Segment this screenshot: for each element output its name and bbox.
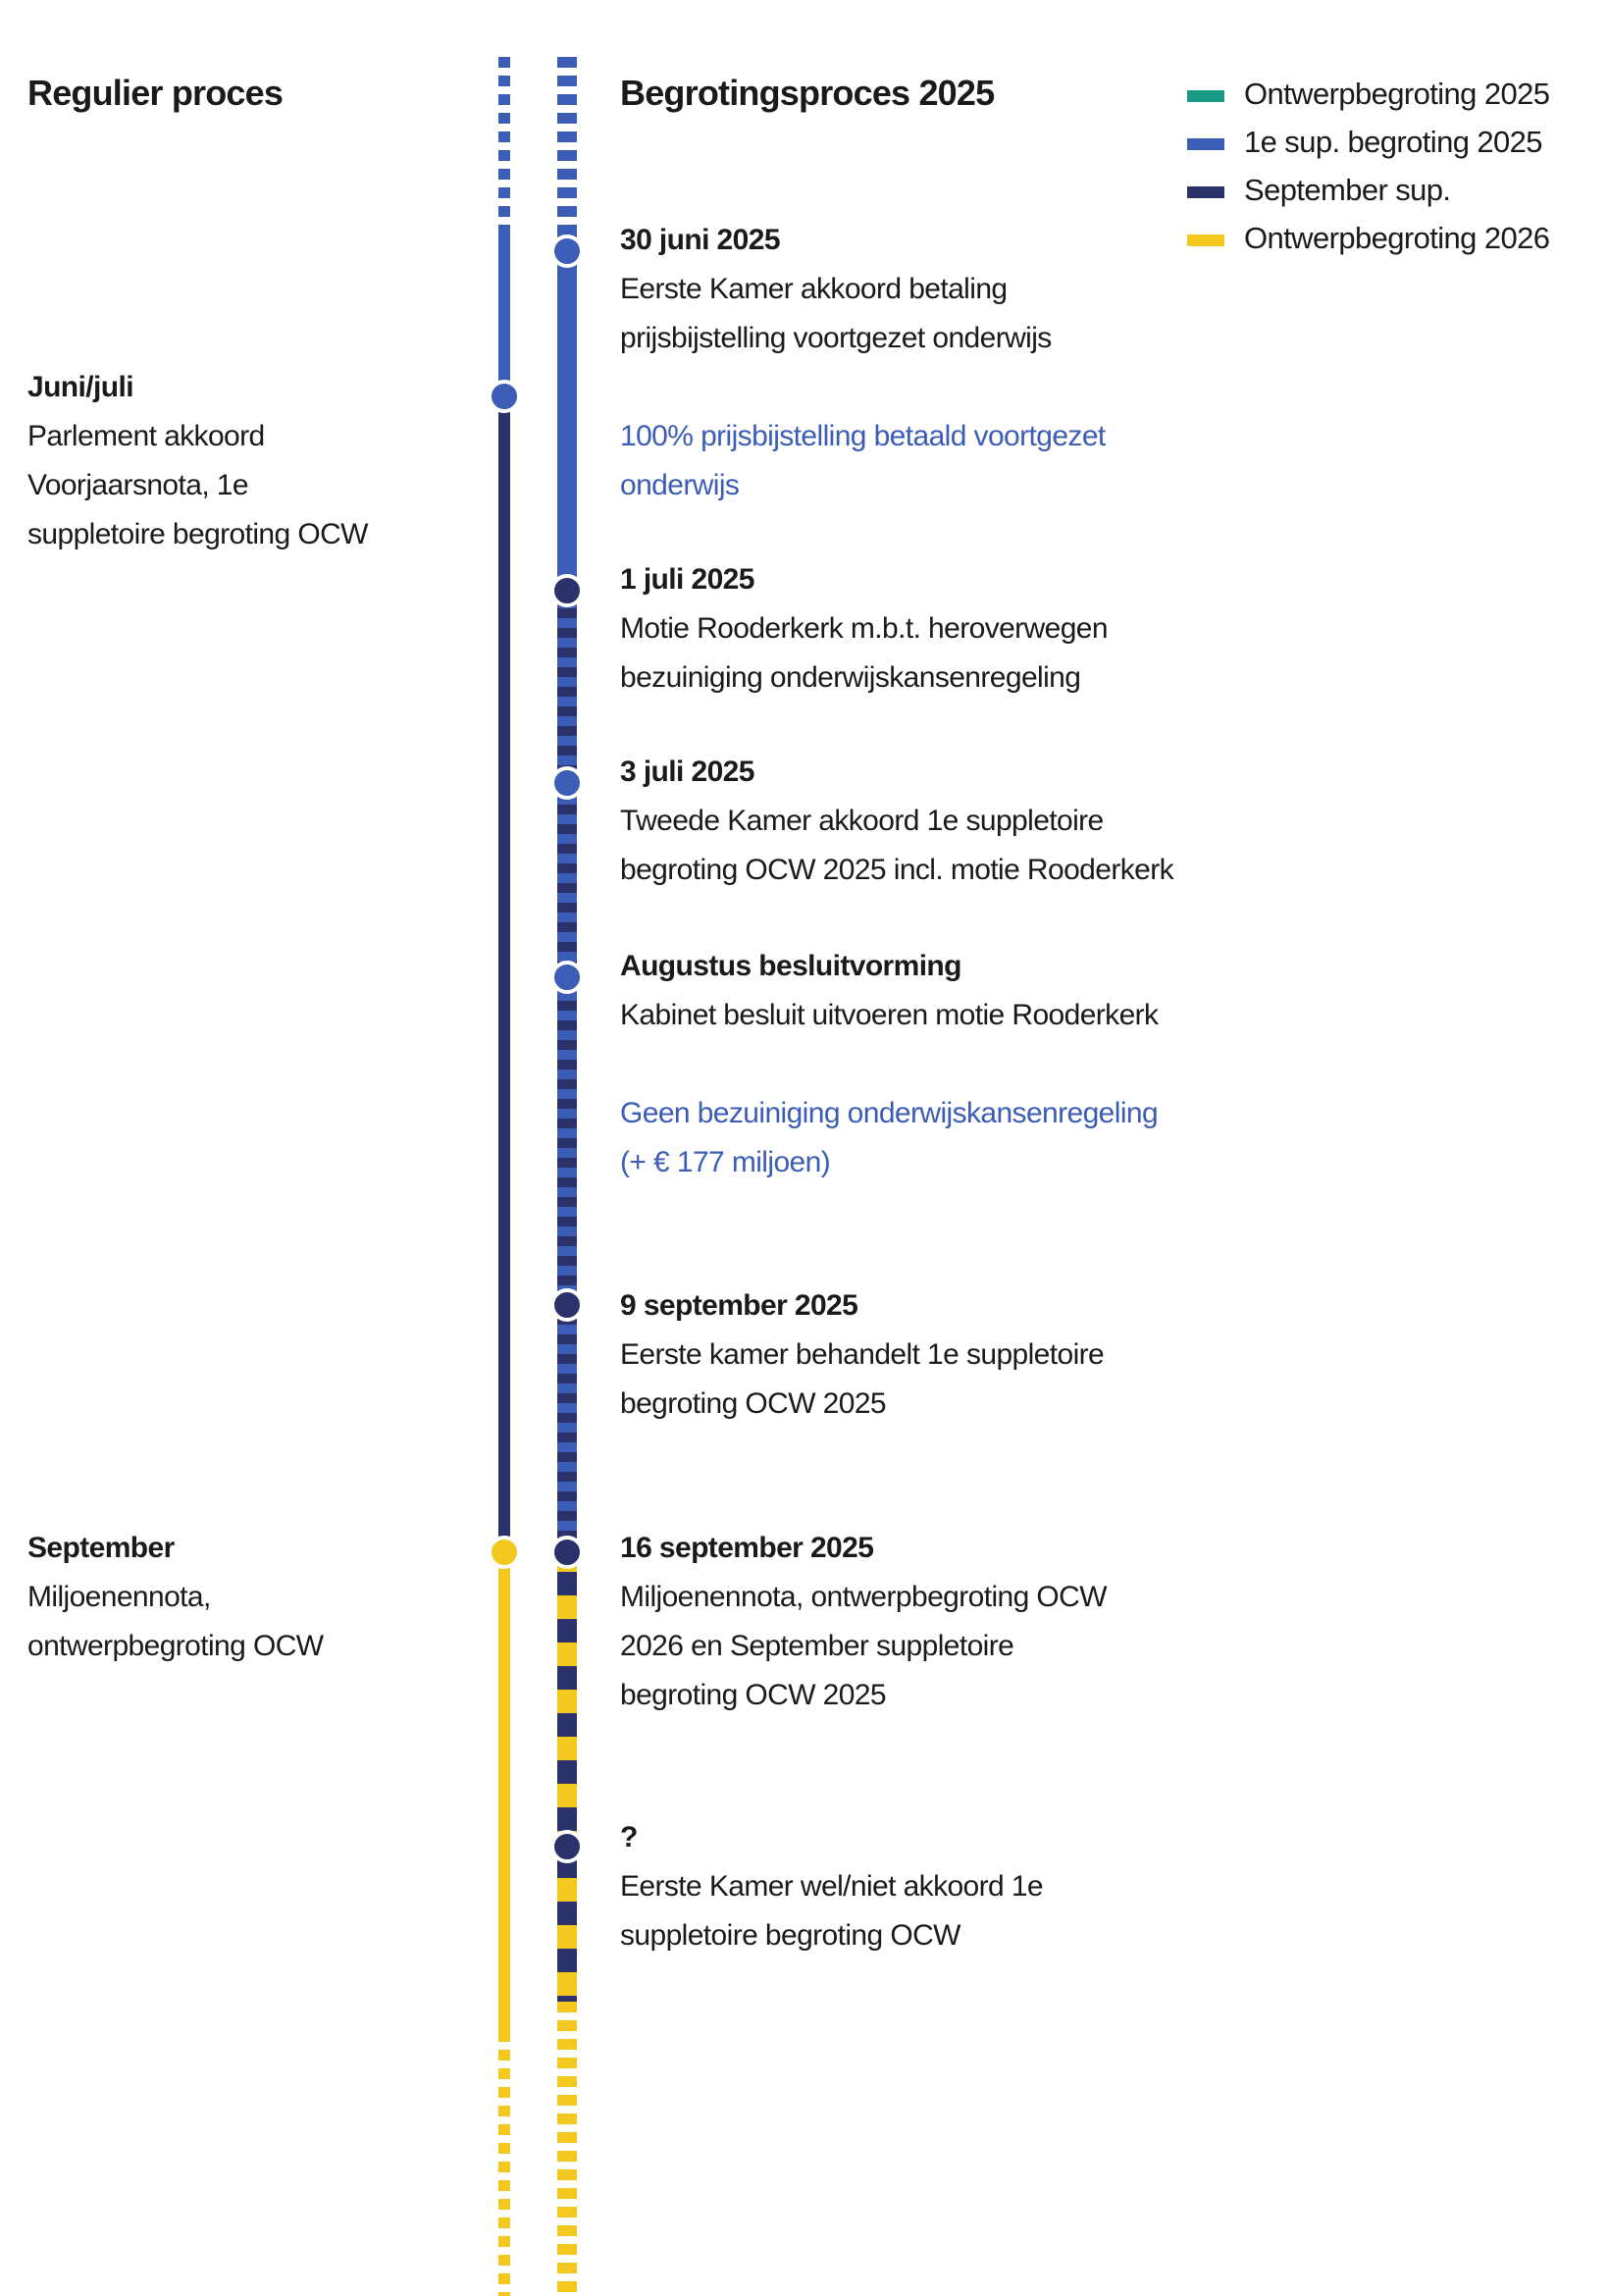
budget-line-striped-sup	[557, 1256, 577, 1266]
regular-line-dashed-bottom	[498, 2124, 510, 2135]
budget-line-striped-sup	[557, 1148, 577, 1158]
regular-line-dashed-bottom	[498, 2143, 510, 2154]
budget-line-dashed-bottom	[557, 2151, 577, 2162]
budget-line-striped-sup	[557, 1364, 577, 1374]
legend-label: 1e sup. begroting 2025	[1244, 125, 1542, 159]
event-title: Augustus besluitvorming	[620, 950, 961, 982]
event-title: 1 juli 2025	[620, 563, 754, 596]
budget-line-striped-2026	[557, 1902, 577, 1925]
budget-line-striped-sup	[557, 1207, 577, 1217]
regular-event-line: Voorjaarsnota, 1e	[27, 469, 248, 501]
budget-line-dashed-top	[557, 76, 577, 86]
regular-milestone-dot	[490, 382, 519, 411]
regular-line-dashed-top	[498, 57, 510, 68]
budget-line-striped-sup	[557, 648, 577, 657]
budget-line-striped-sup	[557, 1442, 577, 1452]
event-line: begroting OCW 2025	[620, 1387, 887, 1420]
budget-line-striped-2026	[557, 1572, 577, 1595]
budget-line-striped-sup	[557, 1511, 577, 1521]
event-line: prijsbijstelling voortgezet onderwijs	[620, 322, 1052, 354]
event-16-september-2025	[620, 1524, 1228, 1720]
budget-line-striped-sup	[557, 657, 577, 667]
budget-line-striped-sup	[557, 1001, 577, 1011]
budget-line-striped-sup	[557, 1079, 577, 1089]
budget-line-dashed-bottom	[557, 2207, 577, 2218]
budget-line-striped-sup	[557, 1276, 577, 1285]
budget-line-striped-sup	[557, 1217, 577, 1226]
budget-line-dashed-bottom	[557, 2002, 577, 2012]
budget-line-striped-sup	[557, 1266, 577, 1276]
event-title: 16 september 2025	[620, 1532, 874, 1564]
regular-event-line: Parlement akkoord	[27, 420, 265, 452]
budget-line-segment-1e-sup	[557, 228, 577, 589]
budget-line-striped-sup	[557, 1374, 577, 1383]
budget-line-striped-2026	[557, 1996, 577, 2002]
regular-event-september	[27, 1524, 440, 1671]
event-line: 2026 en September suppletoire	[620, 1630, 1014, 1662]
budget-line-striped-sup	[557, 952, 577, 962]
budget-line-striped-sup	[557, 667, 577, 677]
budget-line-striped-sup	[557, 1070, 577, 1079]
budget-line-striped-2026	[557, 1643, 577, 1666]
regular-milestone-dot	[490, 1538, 519, 1567]
legend-swatch	[1187, 186, 1224, 198]
header-regular-process: Regulier proces	[27, 73, 284, 113]
budget-line-striped-sup	[557, 697, 577, 706]
event-note: (+ € 177 miljoen)	[620, 1146, 831, 1178]
budget-line-dashed-top	[557, 187, 577, 198]
budget-line-striped-sup	[557, 873, 577, 883]
event-title: 3 juli 2025	[620, 756, 754, 788]
budget-line-dashed-bottom	[557, 2244, 577, 2255]
budget-line-dashed-top	[557, 225, 577, 228]
budget-line-striped-2026	[557, 1925, 577, 1949]
budget-line-dashed-bottom	[557, 2039, 577, 2050]
budget-line-dashed-top	[557, 113, 577, 124]
regular-line-dashed-top	[498, 187, 510, 198]
budget-line-striped-sup	[557, 942, 577, 952]
budget-line-striped-2026	[557, 1760, 577, 1784]
budget-line-striped-sup	[557, 746, 577, 756]
budget-line-striped-sup	[557, 756, 577, 765]
budget-line-striped-sup	[557, 1452, 577, 1462]
budget-line-dashed-bottom	[557, 2076, 577, 2087]
budget-line-striped-sup	[557, 1344, 577, 1354]
regular-line-dashed-bottom	[498, 2292, 510, 2296]
legend-label: Ontwerpbegroting 2026	[1244, 221, 1550, 255]
event-line: begroting OCW 2025 incl. motie Rooderkerk	[620, 854, 1174, 886]
budget-line-striped-sup	[557, 1491, 577, 1501]
regular-line-dashed-top	[498, 150, 510, 161]
budget-line-striped-sup	[557, 1325, 577, 1334]
regular-event-title: September	[27, 1532, 175, 1564]
regular-line-segment-ontwerp-2026	[498, 1548, 510, 2031]
regular-line-dashed-bottom	[498, 2068, 510, 2079]
budget-line-striped-2026	[557, 1690, 577, 1713]
budget-line-striped-sup	[557, 1433, 577, 1442]
budget-line-striped-sup	[557, 893, 577, 903]
regular-line-dashed-top	[498, 94, 510, 105]
budget-line-striped-sup	[557, 618, 577, 628]
budget-line-striped-sup	[557, 716, 577, 726]
regular-line-segment-september-sup	[498, 394, 510, 1548]
budget-line-dashed-bottom	[557, 2132, 577, 2143]
budget-line-striped-sup	[557, 1060, 577, 1070]
header-budget-process-2025: Begrotingsproces 2025	[620, 73, 995, 113]
budget-line-dashed-top	[557, 150, 577, 161]
budget-line-striped-sup	[557, 1236, 577, 1246]
budget-line-striped-sup	[557, 1521, 577, 1531]
regular-line-dashed-bottom	[498, 2162, 510, 2172]
regular-line-dashed-top	[498, 169, 510, 180]
regular-line-dashed-bottom	[498, 2087, 510, 2098]
regular-line-dashed-top	[498, 131, 510, 142]
budget-line-striped-sup	[557, 1472, 577, 1482]
budget-line-dashed-bottom	[557, 2020, 577, 2031]
regular-event-line: suppletoire begroting OCW	[27, 518, 368, 550]
budget-line-striped-sup	[557, 1354, 577, 1364]
budget-line-striped-2026	[557, 1949, 577, 1972]
budget-line-dashed-bottom	[557, 2188, 577, 2199]
legend-swatch	[1187, 90, 1224, 102]
event-line: bezuiniging onderwijskansenregeling	[620, 661, 1081, 694]
event-line: Eerste kamer behandelt 1e suppletoire	[620, 1338, 1105, 1371]
event-line: begroting OCW 2025	[620, 1679, 887, 1711]
budget-line-striped-2026	[557, 1595, 577, 1619]
budget-line-striped-2026	[557, 1972, 577, 1996]
budget-line-striped-sup	[557, 1138, 577, 1148]
milestone-dot	[552, 768, 582, 798]
budget-line-striped-2026	[557, 1784, 577, 1807]
budget-line-striped-sup	[557, 638, 577, 648]
budget-line-striped-sup	[557, 1168, 577, 1177]
budget-line-striped-sup	[557, 1197, 577, 1207]
budget-line-striped-sup	[557, 1413, 577, 1423]
event-9-september-2025	[620, 1281, 1228, 1429]
budget-line-striped-sup	[557, 1050, 577, 1060]
budget-line-striped-sup	[557, 1501, 577, 1511]
regular-event-line: ontwerpbegroting OCW	[27, 1630, 324, 1662]
budget-line-dashed-bottom	[557, 2113, 577, 2124]
budget-line-striped-sup	[557, 1089, 577, 1099]
budget-line-striped-sup	[557, 1158, 577, 1168]
budget-line-striped-sup	[557, 628, 577, 638]
budget-line-striped-sup	[557, 1334, 577, 1344]
budget-line-striped-sup	[557, 1030, 577, 1040]
budget-line-striped-sup	[557, 687, 577, 697]
legend-swatch	[1187, 138, 1224, 150]
budget-line-striped-sup	[557, 844, 577, 854]
budget-line-striped-sup	[557, 1482, 577, 1491]
event-unknown-date	[620, 1813, 1228, 1960]
legend-label: Ontwerpbegroting 2025	[1244, 77, 1550, 111]
budget-line-striped-2026	[557, 1807, 577, 1831]
budget-line-dashed-top	[557, 94, 577, 105]
event-line: Eerste Kamer wel/niet akkoord 1e	[620, 1870, 1044, 1903]
budget-line-dashed-top	[557, 169, 577, 180]
regular-line-dashed-bottom	[498, 2236, 510, 2247]
event-3-juli-2025	[620, 748, 1268, 895]
event-line: Kabinet besluit uitvoeren motie Rooderkerk	[620, 999, 1159, 1031]
budget-line-striped-sup	[557, 805, 577, 814]
regular-line-dashed-bottom	[498, 2199, 510, 2210]
event-1-juli-2025	[620, 555, 1228, 703]
budget-line-striped-sup	[557, 1393, 577, 1403]
budget-line-striped-sup	[557, 677, 577, 687]
regular-line-dashed-bottom	[498, 2273, 510, 2284]
budget-line-dashed-bottom	[557, 2095, 577, 2106]
budget-line-dashed-bottom	[557, 2225, 577, 2236]
budget-line-striped-sup	[557, 903, 577, 913]
regular-line-dashed-top	[498, 76, 510, 86]
budget-line-striped-sup	[557, 608, 577, 618]
budget-line-striped-sup	[557, 1423, 577, 1433]
regular-line-dashed-bottom	[498, 2255, 510, 2266]
budget-line-striped-sup	[557, 922, 577, 932]
budget-line-striped-2026	[557, 1666, 577, 1690]
budget-line-dashed-top	[557, 131, 577, 142]
budget-line-striped-sup	[557, 834, 577, 844]
budget-line-dashed-top	[557, 206, 577, 217]
budget-line-striped-sup	[557, 1462, 577, 1472]
budget-line-striped-2026	[557, 1619, 577, 1643]
budget-line-striped-sup	[557, 854, 577, 863]
budget-line-dashed-top	[557, 57, 577, 68]
budget-line-striped-sup	[557, 1187, 577, 1197]
regular-line-segment-1e-sup	[498, 228, 510, 394]
event-line: Miljoenennota, ontwerpbegroting OCW	[620, 1581, 1107, 1613]
budget-line-striped-sup	[557, 1040, 577, 1050]
budget-line-striped-sup	[557, 814, 577, 824]
budget-line-striped-sup	[557, 932, 577, 942]
regular-line-dashed-top	[498, 113, 510, 124]
event-title: ?	[620, 1821, 638, 1853]
milestone-dot	[552, 1832, 582, 1861]
budget-line-striped-sup	[557, 1119, 577, 1128]
event-title: 30 juni 2025	[620, 224, 780, 256]
budget-line-dashed-bottom	[557, 2058, 577, 2068]
milestone-dot	[552, 1538, 582, 1567]
milestone-dot	[552, 576, 582, 605]
milestone-dot	[552, 236, 582, 266]
budget-line-striped-sup	[557, 1011, 577, 1020]
milestone-dot	[552, 963, 582, 992]
event-line: Tweede Kamer akkoord 1e suppletoire	[620, 805, 1104, 837]
event-note: Geen bezuiniging onderwijskansenregeling	[620, 1097, 1159, 1129]
budget-line-striped-sup	[557, 1403, 577, 1413]
event-title: 9 september 2025	[620, 1289, 858, 1322]
budget-line-dashed-bottom	[557, 2169, 577, 2180]
budget-line-striped-sup	[557, 1128, 577, 1138]
budget-line-striped-sup	[557, 1177, 577, 1187]
budget-line-dashed-bottom	[557, 2281, 577, 2292]
event-line: suppletoire begroting OCW	[620, 1919, 960, 1952]
regular-line-dashed-top	[498, 206, 510, 217]
budget-line-striped-sup	[557, 1099, 577, 1109]
event-line: Eerste Kamer akkoord betaling	[620, 273, 1008, 305]
budget-line-striped-sup	[557, 1246, 577, 1256]
budget-line-striped-2026	[557, 1713, 577, 1737]
budget-line-striped-sup	[557, 1109, 577, 1119]
budget-line-striped-sup	[557, 824, 577, 834]
budget-line-striped-2026	[557, 1878, 577, 1902]
regular-line-dashed-bottom	[498, 2218, 510, 2228]
budget-line-striped-sup	[557, 1383, 577, 1393]
event-note: onderwijs	[620, 469, 740, 501]
budget-line-striped-sup	[557, 706, 577, 716]
regular-event-juni-juli	[27, 363, 440, 559]
event-note: 100% prijsbijstelling betaald voortgezet	[620, 420, 1106, 452]
regular-line-dashed-top	[498, 225, 510, 228]
budget-line-striped-sup	[557, 913, 577, 922]
regular-line-dashed-bottom	[498, 2031, 510, 2042]
milestone-dot	[552, 1290, 582, 1320]
event-30-juni-2025	[620, 216, 1228, 510]
budget-line-striped-sup	[557, 726, 577, 736]
budget-line-striped-sup	[557, 1020, 577, 1030]
budget-line-striped-sup	[557, 883, 577, 893]
regular-line-dashed-bottom	[498, 2180, 510, 2191]
budget-line-striped-2026	[557, 1737, 577, 1760]
budget-line-striped-sup	[557, 1226, 577, 1236]
regular-event-line: Miljoenennota,	[27, 1581, 211, 1613]
event-augustus-besluitvorming	[620, 942, 1268, 1187]
legend-label: September sup.	[1244, 173, 1451, 207]
budget-line-striped-sup	[557, 736, 577, 746]
budget-line-striped-sup	[557, 863, 577, 873]
event-line: Motie Rooderkerk m.b.t. heroverwegen	[620, 612, 1108, 645]
regular-event-title: Juni/juli	[27, 371, 133, 403]
budget-line-dashed-bottom	[557, 2263, 577, 2273]
regular-line-dashed-bottom	[498, 2050, 510, 2061]
regular-line-dashed-bottom	[498, 2106, 510, 2116]
